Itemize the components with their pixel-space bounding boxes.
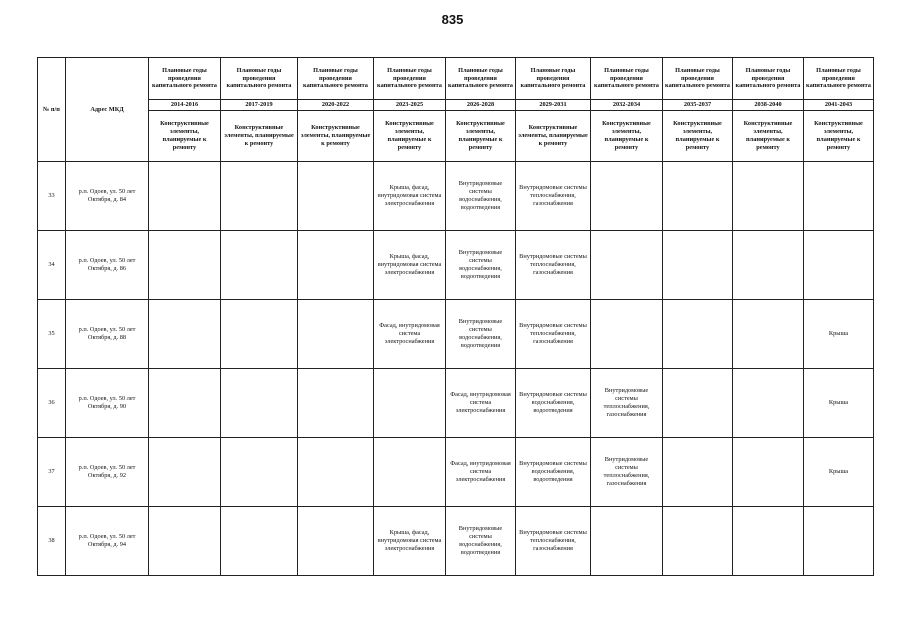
row-cell: Внутридомовые системы водоснабжения, водоотведения <box>516 438 591 507</box>
row-cell <box>733 300 804 369</box>
row-cell <box>591 507 663 576</box>
period-header: 2023-2025 <box>374 100 446 111</box>
row-cell <box>804 507 874 576</box>
row-number: 37 <box>38 438 66 507</box>
elements-header: Конструктивные элементы, планируемые к ремонту <box>733 111 804 162</box>
elements-header: Конструктивные элементы, планируемые к ремонту <box>374 111 446 162</box>
page-number: 835 <box>441 12 464 27</box>
row-cell <box>591 162 663 231</box>
row-address: р.п. Одоев, ул. 50 лет Октября, д. 90 <box>66 369 149 438</box>
table-row <box>38 231 874 300</box>
elements-header: Конструктивные элементы, планируемые к ремонту <box>591 111 663 162</box>
row-cell <box>221 300 298 369</box>
elements-header: Конструктивные элементы, планируемые к ремонту <box>516 111 591 162</box>
group-header-4: Плановые годы проведения капитального ремонта <box>446 58 516 100</box>
row-cell <box>663 369 733 438</box>
row-cell <box>733 162 804 231</box>
row-cell <box>663 300 733 369</box>
header-row-group <box>38 58 874 100</box>
elements-header: Конструктивные элементы, планируемые к ремонту <box>221 111 298 162</box>
table-row <box>38 162 874 231</box>
row-cell <box>149 300 221 369</box>
header-row-periods <box>38 100 874 111</box>
elements-header: Конструктивные элементы, планируемые к ремонту <box>804 111 874 162</box>
row-cell <box>221 438 298 507</box>
period-header: 2029-2031 <box>516 100 591 111</box>
row-cell <box>591 231 663 300</box>
row-cell <box>374 438 446 507</box>
row-cell <box>149 231 221 300</box>
group-header-1: Плановые годы проведения капитального ремонта <box>221 58 298 100</box>
row-number: 36 <box>38 369 66 438</box>
table-row <box>38 300 874 369</box>
period-header: 2020-2022 <box>298 100 374 111</box>
period-header: 2014-2016 <box>149 100 221 111</box>
row-cell <box>663 231 733 300</box>
row-cell: Внутридомовые системы водоснабжения, водоотведения <box>516 369 591 438</box>
row-cell <box>221 369 298 438</box>
period-header: 2026-2028 <box>446 100 516 111</box>
capital-repair-plan-table <box>37 57 874 576</box>
group-header-2: Плановые годы проведения капитального ремонта <box>298 58 374 100</box>
row-cell: Внутридомовые системы водоснабжения, водоотведения <box>446 300 516 369</box>
row-cell <box>733 369 804 438</box>
row-cell: Крыша <box>804 369 874 438</box>
group-header-5: Плановые годы проведения капитального ремонта <box>516 58 591 100</box>
row-number: 33 <box>38 162 66 231</box>
period-header: 2035-2037 <box>663 100 733 111</box>
num-column-header: № п/п <box>38 58 66 162</box>
row-cell <box>149 369 221 438</box>
table-row <box>38 369 874 438</box>
row-cell <box>298 438 374 507</box>
table-row <box>38 507 874 576</box>
group-header-8: Плановые годы проведения капитального ремонта <box>733 58 804 100</box>
row-address: р.п. Одоев, ул. 50 лет Октября, д. 92 <box>66 438 149 507</box>
row-address: р.п. Одоев, ул. 50 лет Октября, д. 94 <box>66 507 149 576</box>
row-number: 35 <box>38 300 66 369</box>
row-cell <box>804 231 874 300</box>
row-cell <box>298 300 374 369</box>
row-cell: Внутридомовые системы теплоснабжения, газоснабжения <box>516 300 591 369</box>
table-body <box>38 162 874 576</box>
row-cell <box>298 507 374 576</box>
row-number: 38 <box>38 507 66 576</box>
row-cell: Крыша, фасад, внутридомовая система электроснабжения <box>374 162 446 231</box>
row-cell: Крыша, фасад, внутридомовая система электроснабжения <box>374 231 446 300</box>
table-header <box>38 58 874 162</box>
row-cell <box>298 369 374 438</box>
row-cell <box>221 507 298 576</box>
row-cell: Крыша <box>804 300 874 369</box>
period-header: 2017-2019 <box>221 100 298 111</box>
row-cell: Фасад, внутридомовая система электроснабжения <box>446 369 516 438</box>
row-cell <box>733 507 804 576</box>
row-cell <box>591 300 663 369</box>
elements-header: Конструктивные элементы, планируемые к ремонту <box>298 111 374 162</box>
row-cell: Внутридомовые системы теплоснабжения, газоснабжения <box>591 369 663 438</box>
row-cell <box>804 162 874 231</box>
row-cell <box>733 231 804 300</box>
row-cell <box>149 162 221 231</box>
row-cell: Внутридомовые системы теплоснабжения, газоснабжения <box>516 162 591 231</box>
row-cell <box>374 369 446 438</box>
row-cell <box>663 507 733 576</box>
group-header-0: Плановые годы проведения капитального ремонта <box>149 58 221 100</box>
row-cell <box>221 162 298 231</box>
group-header-6: Плановые годы проведения капитального ремонта <box>591 58 663 100</box>
period-header: 2032-2034 <box>591 100 663 111</box>
header-row-elements <box>38 111 874 162</box>
row-cell: Крыша <box>804 438 874 507</box>
row-cell: Внутридомовые системы водоснабжения, водоотведения <box>446 231 516 300</box>
row-cell: Внутридомовые системы теплоснабжения, газоснабжения <box>516 231 591 300</box>
period-header: 2041-2043 <box>804 100 874 111</box>
row-cell <box>663 162 733 231</box>
row-cell <box>221 231 298 300</box>
group-header-3: Плановые годы проведения капитального ремонта <box>374 58 446 100</box>
row-cell: Внутридомовые системы водоснабжения, водоотведения <box>446 162 516 231</box>
row-cell: Фасад, внутридомовая система электроснабжения <box>446 438 516 507</box>
row-cell: Крыша, фасад, внутридомовая система электроснабжения <box>374 507 446 576</box>
row-cell <box>298 231 374 300</box>
period-header: 2038-2040 <box>733 100 804 111</box>
row-cell <box>149 438 221 507</box>
row-address: р.п. Одоев, ул. 50 лет Октября, д. 86 <box>66 231 149 300</box>
row-cell: Внутридомовые системы теплоснабжения, газоснабжения <box>516 507 591 576</box>
row-number: 34 <box>38 231 66 300</box>
row-cell <box>663 438 733 507</box>
row-cell: Внутридомовые системы теплоснабжения, газоснабжения <box>591 438 663 507</box>
address-column-header: Адрес МКД <box>66 58 149 162</box>
group-header-7: Плановые годы проведения капитального ремонта <box>663 58 733 100</box>
group-header-9: Плановые годы проведения капитального ремонта <box>804 58 874 100</box>
row-cell: Внутридомовые системы водоснабжения, водоотведения <box>446 507 516 576</box>
elements-header: Конструктивные элементы, планируемые к ремонту <box>446 111 516 162</box>
row-cell <box>298 162 374 231</box>
row-address: р.п. Одоев, ул. 50 лет Октября, д. 88 <box>66 300 149 369</box>
elements-header: Конструктивные элементы, планируемые к ремонту <box>663 111 733 162</box>
elements-header: Конструктивные элементы, планируемые к ремонту <box>149 111 221 162</box>
row-cell <box>733 438 804 507</box>
row-cell: Фасад, внутридомовая система электроснабжения <box>374 300 446 369</box>
table-row <box>38 438 874 507</box>
row-address: р.п. Одоев, ул. 50 лет Октября, д. 84 <box>66 162 149 231</box>
row-cell <box>149 507 221 576</box>
